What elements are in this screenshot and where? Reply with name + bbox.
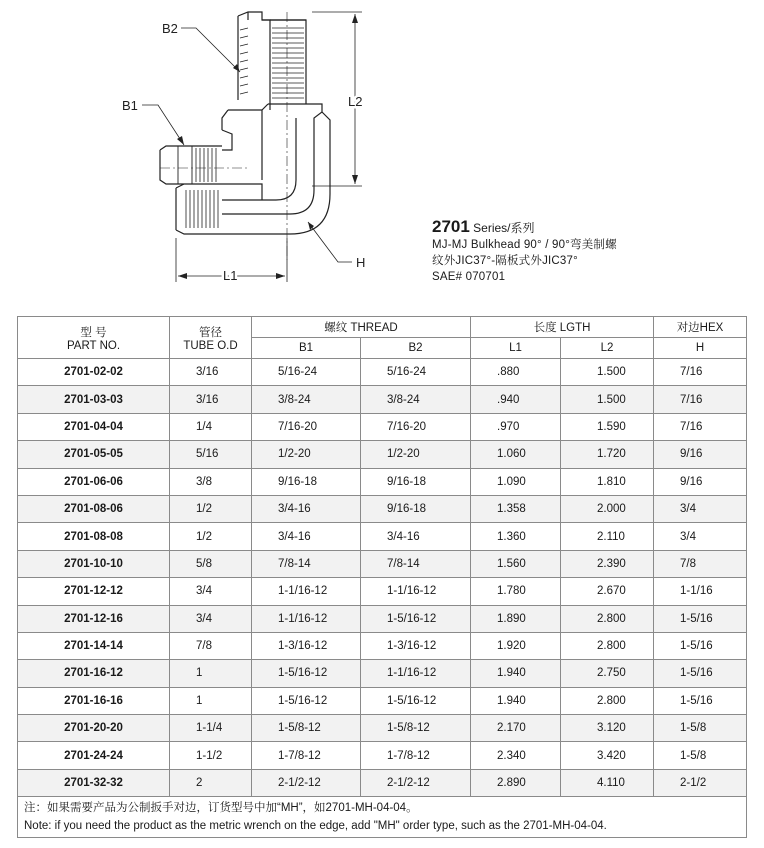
tube-cell: 1 [170,660,252,687]
hex-cell: 1-5/16 [654,632,747,659]
table-row [18,523,747,550]
b1-cell: 7/16-20 [252,413,361,440]
l1-cell: 2.340 [471,742,561,769]
table-row [18,715,747,742]
label-b2: B2 [162,21,178,36]
table-row [18,742,747,769]
b2-cell: 9/16-18 [361,468,471,495]
hex-cell: 3/4 [654,523,747,550]
b2-cell: 1-3/16-12 [361,632,471,659]
hex-cell: 1-5/8 [654,715,747,742]
l1-cell: 1.940 [471,660,561,687]
tube-cell: 5/8 [170,550,252,577]
product-description-line2: 纹外JIC37°-隔板式外JIC37° [432,255,578,267]
tube-cell: 3/16 [170,386,252,413]
table-row [18,687,747,714]
b2-cell: 1-1/16-12 [361,578,471,605]
b1-cell: 1/2-20 [252,441,361,468]
hex-cell: 9/16 [654,468,747,495]
b1-cell: 3/8-24 [252,386,361,413]
tube-cell: 1/4 [170,413,252,440]
b1-cell: 1-3/16-12 [252,632,361,659]
tube-cell: 1/2 [170,495,252,522]
b2-cell: 1/2-20 [361,441,471,468]
l1-cell: .880 [471,359,561,386]
tube-cell: 5/16 [170,441,252,468]
part-no-cell: 2701-08-06 [18,495,170,522]
table-row [18,359,747,386]
b2-cell: 9/16-18 [361,495,471,522]
header-b2: B2 [361,338,471,359]
table-row [18,550,747,577]
b2-cell: 1-5/16-12 [361,605,471,632]
b2-cell: 1-7/8-12 [361,742,471,769]
header-hex: 对边HEX [654,317,747,338]
table-row [18,632,747,659]
table-row [18,495,747,522]
l2-cell: 1.590 [561,413,654,440]
b1-cell: 1-1/16-12 [252,605,361,632]
l2-cell: 2.800 [561,687,654,714]
hex-cell: 1-5/8 [654,742,747,769]
hex-cell: 1-5/16 [654,660,747,687]
series-title [432,218,535,236]
sae-number: SAE# 070701 [432,271,506,283]
part-no-cell: 2701-16-12 [18,660,170,687]
l2-cell: 1.500 [561,386,654,413]
l2-cell: 2.390 [561,550,654,577]
l1-cell: 2.890 [471,769,561,796]
l1-cell: 1.780 [471,578,561,605]
l1-cell: .970 [471,413,561,440]
hex-cell: 2-1/2 [654,769,747,796]
spec-table [17,316,747,838]
l2-cell: 2.800 [561,632,654,659]
b1-cell: 2-1/2-12 [252,769,361,796]
b2-cell: 2-1/2-12 [361,769,471,796]
b1-cell: 3/4-16 [252,495,361,522]
header-tube-en: TUBE O.D [183,339,238,352]
l1-cell: 1.920 [471,632,561,659]
l2-cell: 2.750 [561,660,654,687]
hex-cell: 3/4 [654,495,747,522]
b2-cell: 3/8-24 [361,386,471,413]
l2-cell: 2.110 [561,523,654,550]
header-part-no [18,317,170,359]
b2-cell: 1-5/16-12 [361,687,471,714]
hex-cell: 7/8 [654,550,747,577]
note-en: Note: if you need the product as the metric wrench on the edge, add "MH" order type, such as the 2701-MH-04-04. [24,820,607,833]
l2-cell: 2.670 [561,578,654,605]
l2-cell: 1.720 [561,441,654,468]
l1-cell: 1.360 [471,523,561,550]
l1-cell: 2.170 [471,715,561,742]
b1-cell: 1-1/16-12 [252,578,361,605]
l1-cell: 1.940 [471,687,561,714]
part-no-cell: 2701-08-08 [18,523,170,550]
part-no-cell: 2701-06-06 [18,468,170,495]
product-description-line1: MJ-MJ Bulkhead 90° / 90°弯美制螺 [432,239,617,251]
l1-cell: 1.358 [471,495,561,522]
label-h: H [356,255,366,270]
part-no-cell: 2701-24-24 [18,742,170,769]
b1-cell: 1-5/16-12 [252,687,361,714]
tube-cell: 3/8 [170,468,252,495]
series-number: 2701 [432,217,470,236]
header-l2: L2 [561,338,654,359]
label-l2: L2 [348,94,363,109]
l1-cell: 1.560 [471,550,561,577]
l2-cell: 1.500 [561,359,654,386]
part-no-cell: 2701-03-03 [18,386,170,413]
tube-cell: 3/16 [170,359,252,386]
b2-cell: 5/16-24 [361,359,471,386]
header-thread: 螺纹 THREAD [252,317,471,338]
l1-cell: 1.090 [471,468,561,495]
b1-cell: 9/16-18 [252,468,361,495]
tube-cell: 1/2 [170,523,252,550]
b1-cell: 1-7/8-12 [252,742,361,769]
header-tube-cn: 管径 [199,326,222,339]
table-row [18,769,747,796]
table-row [18,605,747,632]
label-b1: B1 [122,98,138,113]
table-row [18,468,747,495]
part-no-cell: 2701-04-04 [18,413,170,440]
hex-cell: 7/16 [654,413,747,440]
part-no-cell: 2701-14-14 [18,632,170,659]
l2-cell: 4.110 [561,769,654,796]
table-row [18,441,747,468]
b2-cell: 1-1/16-12 [361,660,471,687]
table-row [18,660,747,687]
hex-cell: 1-5/16 [654,687,747,714]
order-note [18,797,747,838]
label-l1: L1 [223,268,238,283]
b1-cell: 7/8-14 [252,550,361,577]
header-b1: B1 [252,338,361,359]
fitting-drawing [0,0,764,300]
part-no-cell: 2701-05-05 [18,441,170,468]
tube-cell: 1-1/4 [170,715,252,742]
hex-cell: 7/16 [654,359,747,386]
b2-cell: 7/16-20 [361,413,471,440]
hex-cell: 1-1/16 [654,578,747,605]
tube-cell: 3/4 [170,578,252,605]
l2-cell: 2.000 [561,495,654,522]
part-no-cell: 2701-02-02 [18,359,170,386]
l1-cell: .940 [471,386,561,413]
table-row [18,413,747,440]
l2-cell: 3.120 [561,715,654,742]
b1-cell: 3/4-16 [252,523,361,550]
l2-cell: 2.800 [561,605,654,632]
hex-cell: 9/16 [654,441,747,468]
l2-cell: 1.810 [561,468,654,495]
b1-cell: 1-5/8-12 [252,715,361,742]
header-tube [170,317,252,359]
header-part-en: PART NO. [66,339,121,352]
part-no-cell: 2701-20-20 [18,715,170,742]
part-no-cell: 2701-16-16 [18,687,170,714]
table-row [18,386,747,413]
part-no-cell: 2701-10-10 [18,550,170,577]
tube-cell: 2 [170,769,252,796]
tube-cell: 7/8 [170,632,252,659]
header-part-cn: 型 号 [80,326,107,339]
hex-cell: 1-5/16 [654,605,747,632]
series-suffix: Series/系列 [469,221,535,235]
l2-cell: 3.420 [561,742,654,769]
table-row [18,578,747,605]
b1-cell: 1-5/16-12 [252,660,361,687]
l1-cell: 1.060 [471,441,561,468]
tube-cell: 1 [170,687,252,714]
part-no-cell: 2701-12-12 [18,578,170,605]
l1-cell: 1.890 [471,605,561,632]
b1-cell: 5/16-24 [252,359,361,386]
part-no-cell: 2701-32-32 [18,769,170,796]
header-l1: L1 [471,338,561,359]
hex-cell: 7/16 [654,386,747,413]
part-no-cell: 2701-12-16 [18,605,170,632]
header-h: H [654,338,747,359]
b2-cell: 3/4-16 [361,523,471,550]
tube-cell: 3/4 [170,605,252,632]
b2-cell: 1-5/8-12 [361,715,471,742]
note-cn: 注：如果需要产品为公制扳手对边，订货型号中加“MH”，如2701-MH-04-04。 [24,802,418,815]
tube-cell: 1-1/2 [170,742,252,769]
b2-cell: 7/8-14 [361,550,471,577]
header-length: 长度 LGTH [471,317,654,338]
